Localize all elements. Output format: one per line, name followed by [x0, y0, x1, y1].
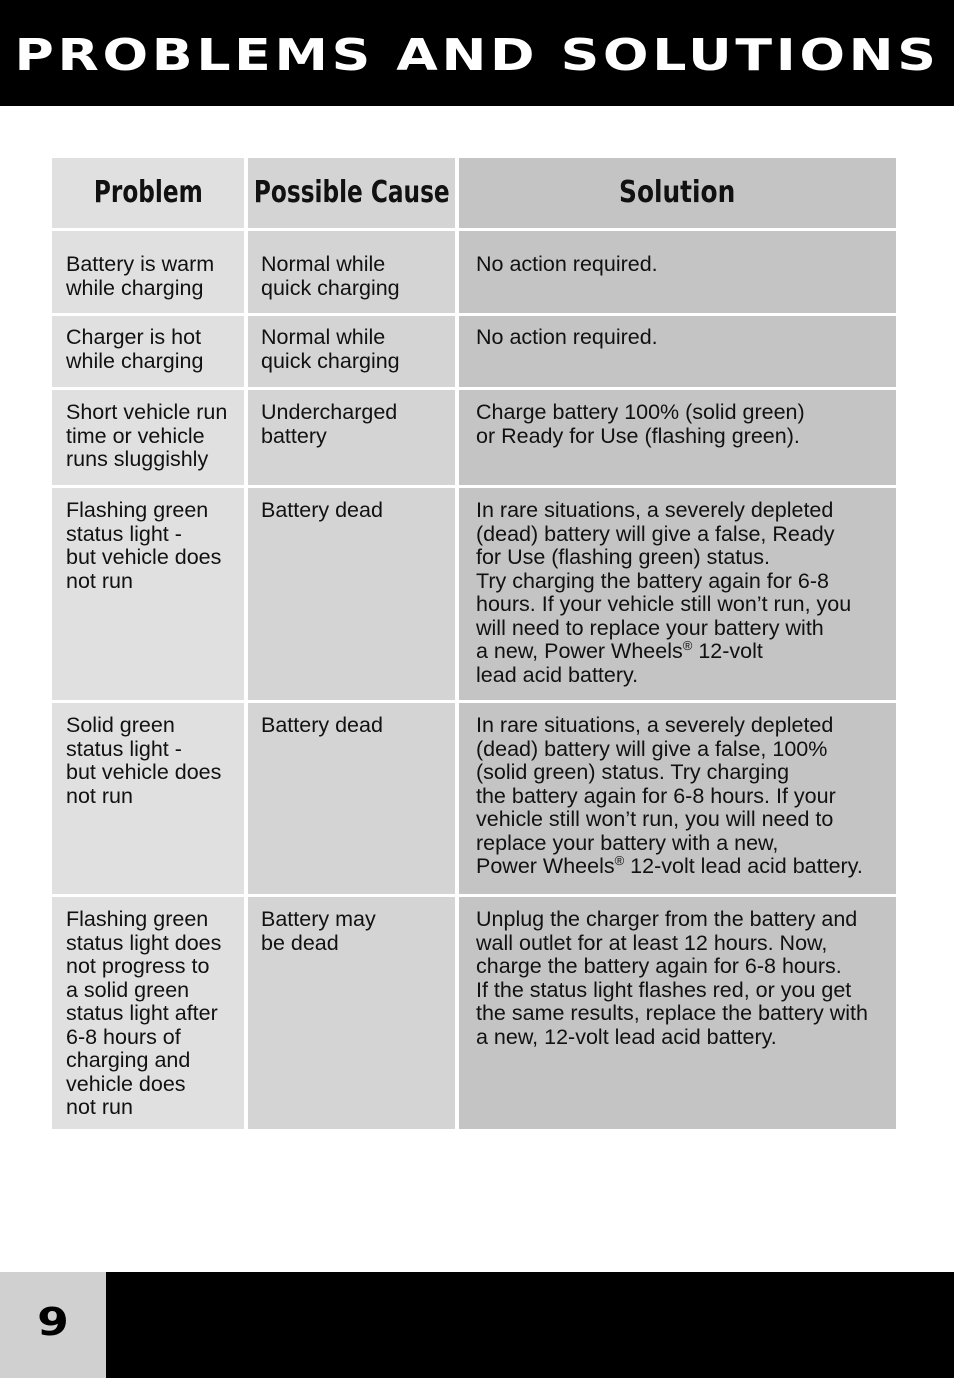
table-row	[52, 316, 902, 390]
registered-mark: ®	[614, 853, 625, 868]
header-label-cause: Possible Cause	[253, 175, 450, 210]
problem-cell: Short vehicle run time or vehicle runs sluggishly	[52, 390, 244, 485]
page-number: 9	[37, 1300, 69, 1344]
footer-band	[106, 1272, 954, 1378]
header-cell-solution	[455, 158, 896, 228]
solution-cell: Charge battery 100% (solid green) or Ready for Use (flashing green).	[455, 390, 896, 485]
solution-cell: Unplug the charger from the battery and wall outlet for at least 12 hours. Now, charge the battery again for 6-8 hours. If the status light flashes red, or you get the same results, replace the battery with a new, 12-volt lead acid battery.	[455, 897, 896, 1129]
solution-cell: No action required.	[455, 231, 896, 313]
table-row	[52, 488, 902, 703]
table-row	[52, 390, 902, 488]
solution-cell	[455, 703, 896, 894]
header-cell-cause	[244, 158, 455, 228]
header-label-problem: Problem	[93, 175, 203, 210]
problem-cell: Battery is warm while charging	[52, 231, 244, 313]
solution-text: In rare situations, a severely depleted (dead) battery will give a false, Ready for Use (flashing green) status. Try charging the battery again for 6-8 hours. If your vehicle still won’t run, you will need to replace your battery with a new, Power Wheels	[476, 498, 852, 663]
table-row	[52, 897, 902, 1129]
solution-text: 12-volt lead acid battery.	[476, 639, 763, 687]
page-title: PROBLEMS AND SOLUTIONS	[14, 30, 940, 81]
cause-cell: Normal while quick charging	[244, 231, 455, 313]
solution-text: 12-volt lead acid battery.	[624, 854, 863, 878]
cause-cell: Battery dead	[244, 703, 455, 894]
solution-cell	[455, 488, 896, 700]
problems-solutions-table	[52, 158, 902, 1129]
problem-cell: Charger is hot while charging	[52, 316, 244, 387]
registered-mark: ®	[682, 638, 693, 653]
cause-cell: Battery may be dead	[244, 897, 455, 1129]
problem-cell: Solid green status light - but vehicle does not run	[52, 703, 244, 894]
cause-cell: Normal while quick charging	[244, 316, 455, 387]
header-label-solution: Solution	[619, 175, 736, 210]
table-row	[52, 231, 902, 316]
header-cell-problem	[52, 158, 244, 228]
problem-cell: Flashing green status light - but vehicle does not run	[52, 488, 244, 700]
cause-cell: Undercharged battery	[244, 390, 455, 485]
cause-cell: Battery dead	[244, 488, 455, 700]
table-row	[52, 703, 902, 897]
solution-cell: No action required.	[455, 316, 896, 387]
problem-cell: Flashing green status light does not progress to a solid green status light after 6-8 hours of charging and vehicle does not run	[52, 897, 244, 1129]
table-header-row	[52, 158, 902, 231]
solution-text: In rare situations, a severely depleted (dead) battery will give a false, 100% (solid green) status. Try charging the battery again for 6-8 hours. If your vehicle still won’t run, you will need to replace your battery with a new, Power Wheels	[476, 713, 836, 878]
